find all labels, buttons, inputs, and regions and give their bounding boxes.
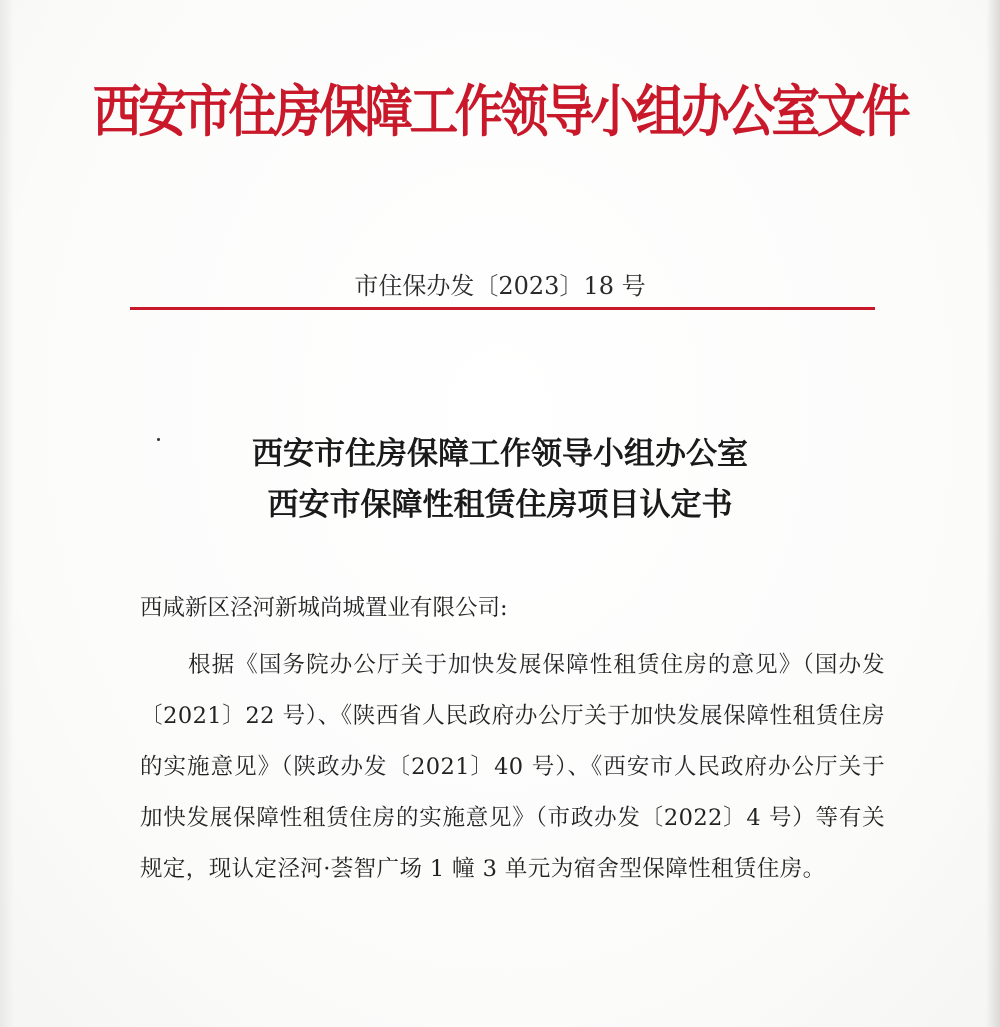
document-number: 市住保办发〔2023〕18 号 [354, 272, 646, 300]
document-title-line-2: 西安市保障性租赁住房项目认定书 [267, 487, 733, 523]
issuer-header: 西安市住房保障工作领导小组办公室文件 [92, 79, 908, 145]
document-title-line-1: 西安市住房保障工作领导小组办公室 [252, 436, 748, 472]
red-divider-line [130, 307, 875, 310]
salutation: 西咸新区泾河新城尚城置业有限公司: [140, 595, 508, 621]
body-paragraph: 根据《国务院办公厅关于加快发展保障性租赁住房的意见》（国办发〔2021〕22 号）、《陕西省人民政府办公厅关于加快发展保障性租赁住房的实施意见》（陕政办发〔2021〕40 号）、《西安市人民政府办公厅关于加快发展保障性租赁住房的实施意见》（市政办发〔2022〕4 号）等有关规定，现认定泾河·荟智广场 1 幢 3 单元为宿舍型保障性租赁住房。 [140, 652, 885, 882]
